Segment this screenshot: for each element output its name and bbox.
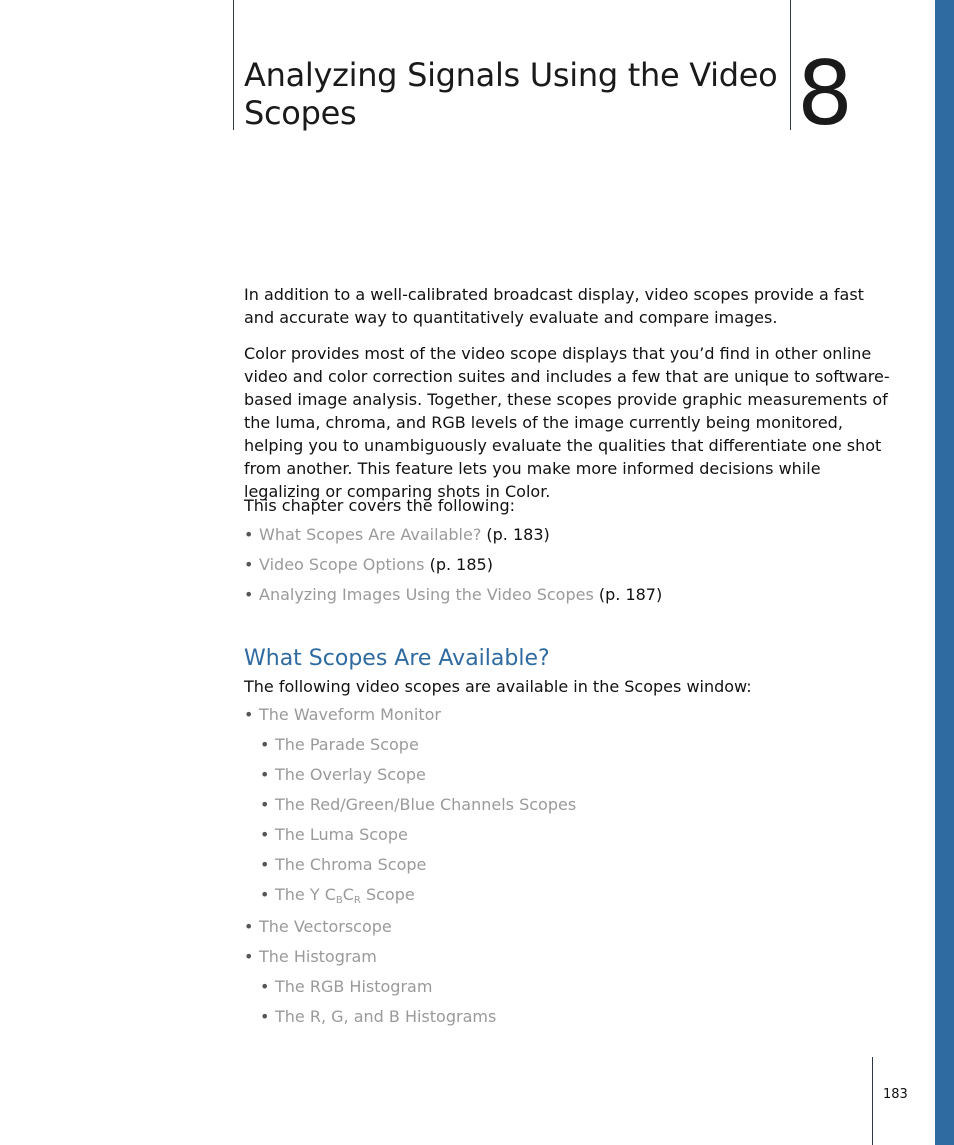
chapter-number: 8: [797, 42, 853, 145]
toc-link-video-scope-options[interactable]: Video Scope Options: [259, 555, 425, 574]
bullet-icon: •: [260, 795, 270, 814]
link-rgb-channels-scopes[interactable]: The Red/Green/Blue Channels Scopes: [275, 795, 577, 814]
ycbcr-sub-b: B: [335, 895, 343, 906]
bullet-icon: •: [260, 765, 270, 784]
list-item: [260, 734, 419, 756]
link-parade-scope[interactable]: The Parade Scope: [275, 735, 419, 754]
section-heading: What Scopes Are Available?: [244, 646, 550, 671]
bullet-icon: •: [244, 917, 254, 936]
link-rgb-histograms[interactable]: The R, G, and B Histograms: [275, 1007, 497, 1026]
link-ycbcr-scope[interactable]: [275, 885, 415, 904]
bullet-icon: •: [244, 555, 254, 574]
list-item: [260, 794, 576, 816]
title-rule-left: [233, 0, 234, 130]
toc-link-scopes-available[interactable]: What Scopes Are Available?: [259, 525, 482, 544]
link-rgb-histogram[interactable]: The RGB Histogram: [275, 977, 433, 996]
chapter-covers-label: This chapter covers the following:: [244, 496, 516, 515]
ycbcr-mid: C: [342, 885, 354, 904]
bullet-icon: •: [260, 825, 270, 844]
chapter-tab-bar: [935, 0, 954, 1145]
footer-rule: [872, 1057, 873, 1145]
toc-page-ref: (p. 185): [429, 555, 493, 574]
link-waveform-monitor[interactable]: The Waveform Monitor: [259, 705, 441, 724]
toc-item-scopes-available: [244, 524, 550, 546]
list-item: [260, 824, 408, 846]
list-item: [260, 764, 426, 786]
bullet-icon: •: [260, 855, 270, 874]
link-luma-scope[interactable]: The Luma Scope: [275, 825, 408, 844]
toc-page-ref: (p. 183): [486, 525, 550, 544]
toc-page-ref: (p. 187): [598, 585, 663, 604]
link-vectorscope[interactable]: The Vectorscope: [259, 917, 392, 936]
list-item: [260, 884, 415, 906]
ycbcr-prefix: The Y C: [275, 885, 336, 904]
bullet-icon: •: [260, 977, 270, 996]
toc-link-analyzing-images[interactable]: Analyzing Images Using the Video Scopes: [259, 585, 594, 604]
list-item: [260, 1006, 496, 1028]
bullet-icon: •: [260, 735, 270, 754]
bullet-icon: •: [260, 885, 270, 904]
list-item: [244, 946, 377, 968]
intro-paragraph-2: Color provides most of the video scope displays that you’d find in other online video and color correction suites and includes a few that are unique to software-based image analysis. Together, these scopes provide graphic measurements of the luma, chroma, and RGB levels of the image currently being monitored, helping you to unambiguously evaluate the qualities that differentiate one shot from another. This feature lets you make more informed decisions while legalizing or comparing shots in Color.: [244, 344, 890, 501]
bullet-icon: •: [244, 525, 254, 544]
bullet-icon: •: [244, 947, 254, 966]
list-item: [260, 976, 432, 998]
title-rule-right: [790, 0, 791, 130]
bullet-icon: •: [260, 1007, 270, 1026]
toc-item-video-scope-options: [244, 554, 493, 576]
link-chroma-scope[interactable]: The Chroma Scope: [275, 855, 427, 874]
section-intro: The following video scopes are available in the Scopes window:: [244, 677, 752, 696]
chapter-title: Analyzing Signals Using the Video Scopes: [244, 56, 778, 132]
list-item: [244, 704, 441, 726]
ycbcr-suffix: Scope: [360, 885, 415, 904]
bullet-icon: •: [244, 705, 254, 724]
list-item: [260, 854, 426, 876]
bullet-icon: •: [244, 585, 254, 604]
ycbcr-sub-r: R: [353, 895, 361, 906]
toc-item-analyzing-images: [244, 584, 662, 606]
link-overlay-scope[interactable]: The Overlay Scope: [275, 765, 426, 784]
list-item: [244, 916, 392, 938]
page-number: 183: [883, 1087, 908, 1102]
link-histogram[interactable]: The Histogram: [259, 947, 377, 966]
intro-paragraph-1: In addition to a well-calibrated broadcast display, video scopes provide a fast and accurate way to quantitatively evaluate and compare images.: [244, 285, 864, 327]
